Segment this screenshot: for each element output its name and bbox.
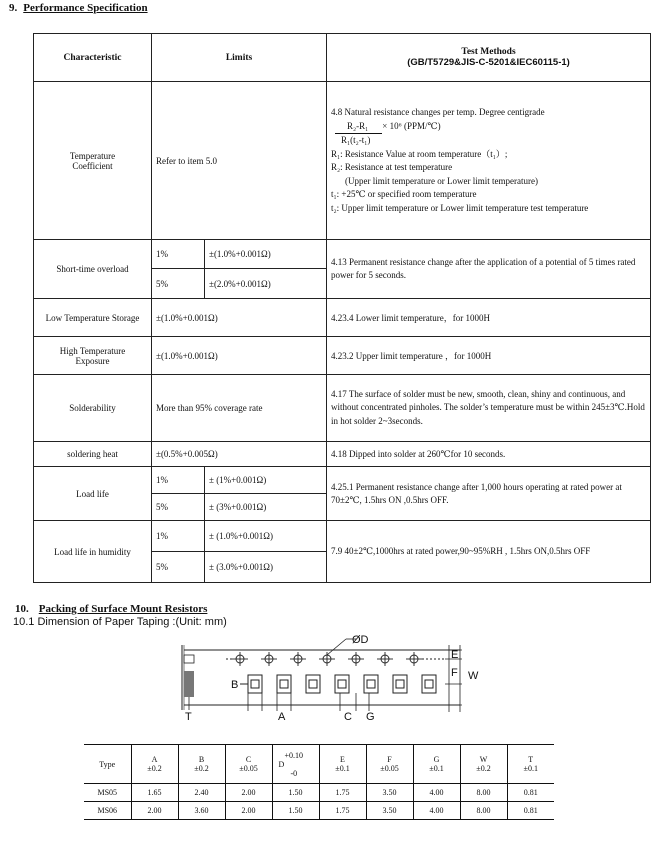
- dims-cell: MS06: [84, 802, 131, 820]
- tape-body: [182, 645, 460, 710]
- dims-cell: 1.75: [319, 802, 366, 820]
- limit-high-temperature: ±(1.0%+0.001Ω): [152, 337, 327, 375]
- label-f: F: [451, 667, 458, 679]
- tc-fraction: [335, 120, 382, 135]
- method-short-time-overload: 4.13 Permanent resistance change after the application of a potential of 5 times rated power for 5 seconds.: [327, 240, 651, 299]
- dims-header-g-label: G: [433, 755, 440, 764]
- humidity-tol-2: 5%: [152, 552, 205, 583]
- dims-header-t-label: T: [528, 755, 534, 764]
- char-short-time-overload: Short-time overload: [34, 240, 152, 299]
- header-test-methods-title: Test Methods: [461, 47, 516, 57]
- row-load-life-humidity-a: [34, 521, 651, 552]
- method-solderability: 4.17 The surface of solder must be new, smooth, clean, shiny and continuous, and without concentrated pinholes. The solder’s temperature must be within 245±3℃.Hold in hot solder 2~3seconds.: [327, 375, 651, 442]
- char-load-life: Load life: [34, 467, 152, 521]
- dims-header-w-tol: ±0.2: [476, 764, 491, 773]
- row-solderability: [34, 375, 651, 442]
- limit-solderability: More than 95% coverage rate: [152, 375, 327, 442]
- dims-header-g-tol: ±0.1: [429, 764, 444, 773]
- char-solderability: Solderability: [34, 375, 152, 442]
- load-life-tol-2: 5%: [152, 494, 205, 521]
- dims-header-g: [413, 745, 460, 784]
- tc-numerator: R₂-R₁: [335, 120, 382, 135]
- label-c: C: [344, 711, 352, 722]
- dims-header-b-tol: ±0.2: [194, 764, 209, 773]
- dims-cell: 1.75: [319, 784, 366, 802]
- dims-row-ms05: [84, 784, 554, 802]
- short-time-limit-1: ±(1.0%+0.001Ω): [205, 240, 327, 269]
- dims-cell: 2.00: [225, 784, 272, 802]
- performance-table: [33, 33, 651, 583]
- load-life-limit-1: ± (1%+0.001Ω): [205, 467, 327, 494]
- dims-cell: 4.00: [413, 784, 460, 802]
- row-soldering-heat: [34, 442, 651, 467]
- header-limits: Limits: [152, 34, 327, 82]
- row-load-life-a: [34, 467, 651, 494]
- row-short-time-overload-a: [34, 240, 651, 269]
- char-temperature-coefficient: Temperature Coefficient: [34, 82, 152, 240]
- dims-header-e-tol: ±0.1: [335, 764, 350, 773]
- tc-line-r2: R₂: Resistance at test temperature: [331, 162, 453, 172]
- tc-line-r1: R₁: Resistance Value at room temperature（t₁）;: [331, 148, 508, 159]
- dims-header-b: [178, 745, 225, 784]
- dims-cell: 3.60: [178, 802, 225, 820]
- humidity-limit-1: ± (1.0%+0.001Ω): [205, 521, 327, 552]
- limit-soldering-heat: ±(0.5%+0.005Ω): [152, 442, 327, 467]
- dims-header-d-minus: -0: [290, 768, 298, 778]
- method-low-temperature: 4.23.4 Lower limit temperature，for 1000H: [327, 299, 651, 337]
- dims-header-a: [131, 745, 178, 784]
- row-low-temperature: [34, 299, 651, 337]
- section-9-title: Performance Specification: [23, 2, 148, 14]
- sprocket-holes: [226, 652, 445, 666]
- paper-taping-diagram: [170, 627, 500, 722]
- dims-header-a-label: A: [151, 755, 158, 764]
- taping-dimensions-table: [84, 744, 554, 820]
- short-time-limit-2: ±(2.0%+0.001Ω): [205, 269, 327, 299]
- dims-header-t-tol: ±0.1: [523, 764, 538, 773]
- label-a: A: [278, 711, 286, 722]
- section-10-title: Packing of Surface Mount Resistors: [38, 603, 208, 615]
- dims-header-c-label: C: [245, 755, 252, 764]
- dims-row-ms06: [84, 802, 554, 820]
- header-test-methods: [327, 34, 651, 82]
- label-b: B: [231, 679, 239, 691]
- tc-denominator: R₁(t₂-t₁): [341, 135, 371, 145]
- tc-formula: [335, 120, 646, 135]
- section-10-heading: [15, 603, 207, 615]
- dims-cell: 4.00: [413, 802, 460, 820]
- dims-cell: 1.50: [272, 784, 319, 802]
- tc-line-1: 4.8 Natural resistance changes per temp. Degree centigrade: [331, 107, 545, 117]
- dims-header-f-label: F: [387, 755, 392, 764]
- char-load-life-humidity: Load life in humidity: [34, 521, 152, 583]
- dims-header-row: [84, 745, 554, 784]
- humidity-tol-1: 1%: [152, 521, 205, 552]
- label-e: E: [451, 649, 459, 661]
- short-time-tol-1: 1%: [152, 240, 205, 269]
- dims-cell: 1.65: [131, 784, 178, 802]
- method-load-life: 4.25.1 Permanent resistance change after 1,000 hours operating at rated power at 70±2℃, 1.5hrs ON ,0.5hrs OFF.: [327, 467, 651, 521]
- dims-header-c: [225, 745, 272, 784]
- reel-edge: [184, 655, 194, 710]
- dims-cell: 2.40: [178, 784, 225, 802]
- limit-low-temperature: ±(1.0%+0.001Ω): [152, 299, 327, 337]
- dims-header-d-plus: +0.10: [284, 750, 304, 760]
- dims-header-c-tol: ±0.05: [239, 764, 258, 773]
- char-low-temperature: Low Temperature Storage: [34, 299, 152, 337]
- limit-temperature-coefficient: Refer to item 5.0: [152, 82, 327, 240]
- dims-cell: 8.00: [460, 802, 507, 820]
- load-life-limit-2: ± (3%+0.001Ω): [205, 494, 327, 521]
- dims-header-e: [319, 745, 366, 784]
- dims-header-f-tol: ±0.05: [380, 764, 399, 773]
- tc-line-r2-note: (Upper limit temperature or Lower limit temperature): [345, 175, 538, 186]
- label-d: ØD: [352, 634, 369, 646]
- section-10-1-subheading: 10.1 Dimension of Paper Taping :(Unit: mm): [13, 616, 227, 628]
- perf-header-row: [34, 34, 651, 82]
- dims-header-e-label: E: [340, 755, 345, 764]
- dims-cell: 0.81: [507, 784, 554, 802]
- dims-cell: 0.81: [507, 802, 554, 820]
- load-life-tol-1: 1%: [152, 467, 205, 494]
- char-high-temperature: High Temperature Exposure: [34, 337, 152, 375]
- section-9-number: 9.: [9, 2, 18, 14]
- dims-cell: 8.00: [460, 784, 507, 802]
- short-time-tol-2: 5%: [152, 269, 205, 299]
- dims-cell: MS05: [84, 784, 131, 802]
- dims-cell: 2.00: [131, 802, 178, 820]
- method-soldering-heat: 4.18 Dipped into solder at 260℃for 10 seconds.: [327, 442, 651, 467]
- row-high-temperature: [34, 337, 651, 375]
- dims-header-type: Type: [84, 745, 131, 784]
- dims-cell: 1.50: [272, 802, 319, 820]
- dims-header-w-label: W: [479, 755, 488, 764]
- char-soldering-heat: soldering heat: [34, 442, 152, 467]
- dims-bottom: [248, 693, 369, 711]
- tc-line-t2: t₂: Upper limit temperature or Lower limit temperature test temperature: [331, 202, 589, 213]
- section-10-number: 10.: [15, 603, 29, 615]
- tc-line-t1: t₁: +25℃ or specified room temperature: [331, 189, 477, 199]
- label-w: W: [468, 670, 479, 682]
- dims-cell: 3.50: [366, 784, 413, 802]
- method-load-life-humidity: 7.9 40±2℃,1000hrs at rated power,90~95%RH , 1.5hrs ON,0.5hrs OFF: [327, 521, 651, 583]
- method-temperature-coefficient: [327, 82, 651, 240]
- component-pockets: [240, 675, 436, 693]
- dims-cell: 3.50: [366, 802, 413, 820]
- dims-header-t: [507, 745, 554, 784]
- dims-header-b-label: B: [198, 755, 205, 764]
- dims-header-w: [460, 745, 507, 784]
- dims-header-d-label: D: [278, 759, 285, 769]
- dims-header-d: [272, 745, 319, 784]
- tc-multiplier: × 10⁶ (PPM/℃): [382, 120, 441, 131]
- label-g: G: [366, 711, 375, 722]
- header-test-methods-std: (GB/T5729&JIS-C-5201&IEC60115-1): [407, 57, 570, 68]
- method-high-temperature: 4.23.2 Upper limit temperature ，for 1000H: [327, 337, 651, 375]
- row-temperature-coefficient: [34, 82, 651, 240]
- humidity-limit-2: ± (3.0%+0.001Ω): [205, 552, 327, 583]
- header-characteristic: Characteristic: [34, 34, 152, 82]
- section-9-heading: [9, 2, 148, 14]
- dims-header-a-tol: ±0.2: [147, 764, 162, 773]
- dims-header-f: [366, 745, 413, 784]
- dims-cell: 2.00: [225, 802, 272, 820]
- label-t: T: [185, 711, 192, 722]
